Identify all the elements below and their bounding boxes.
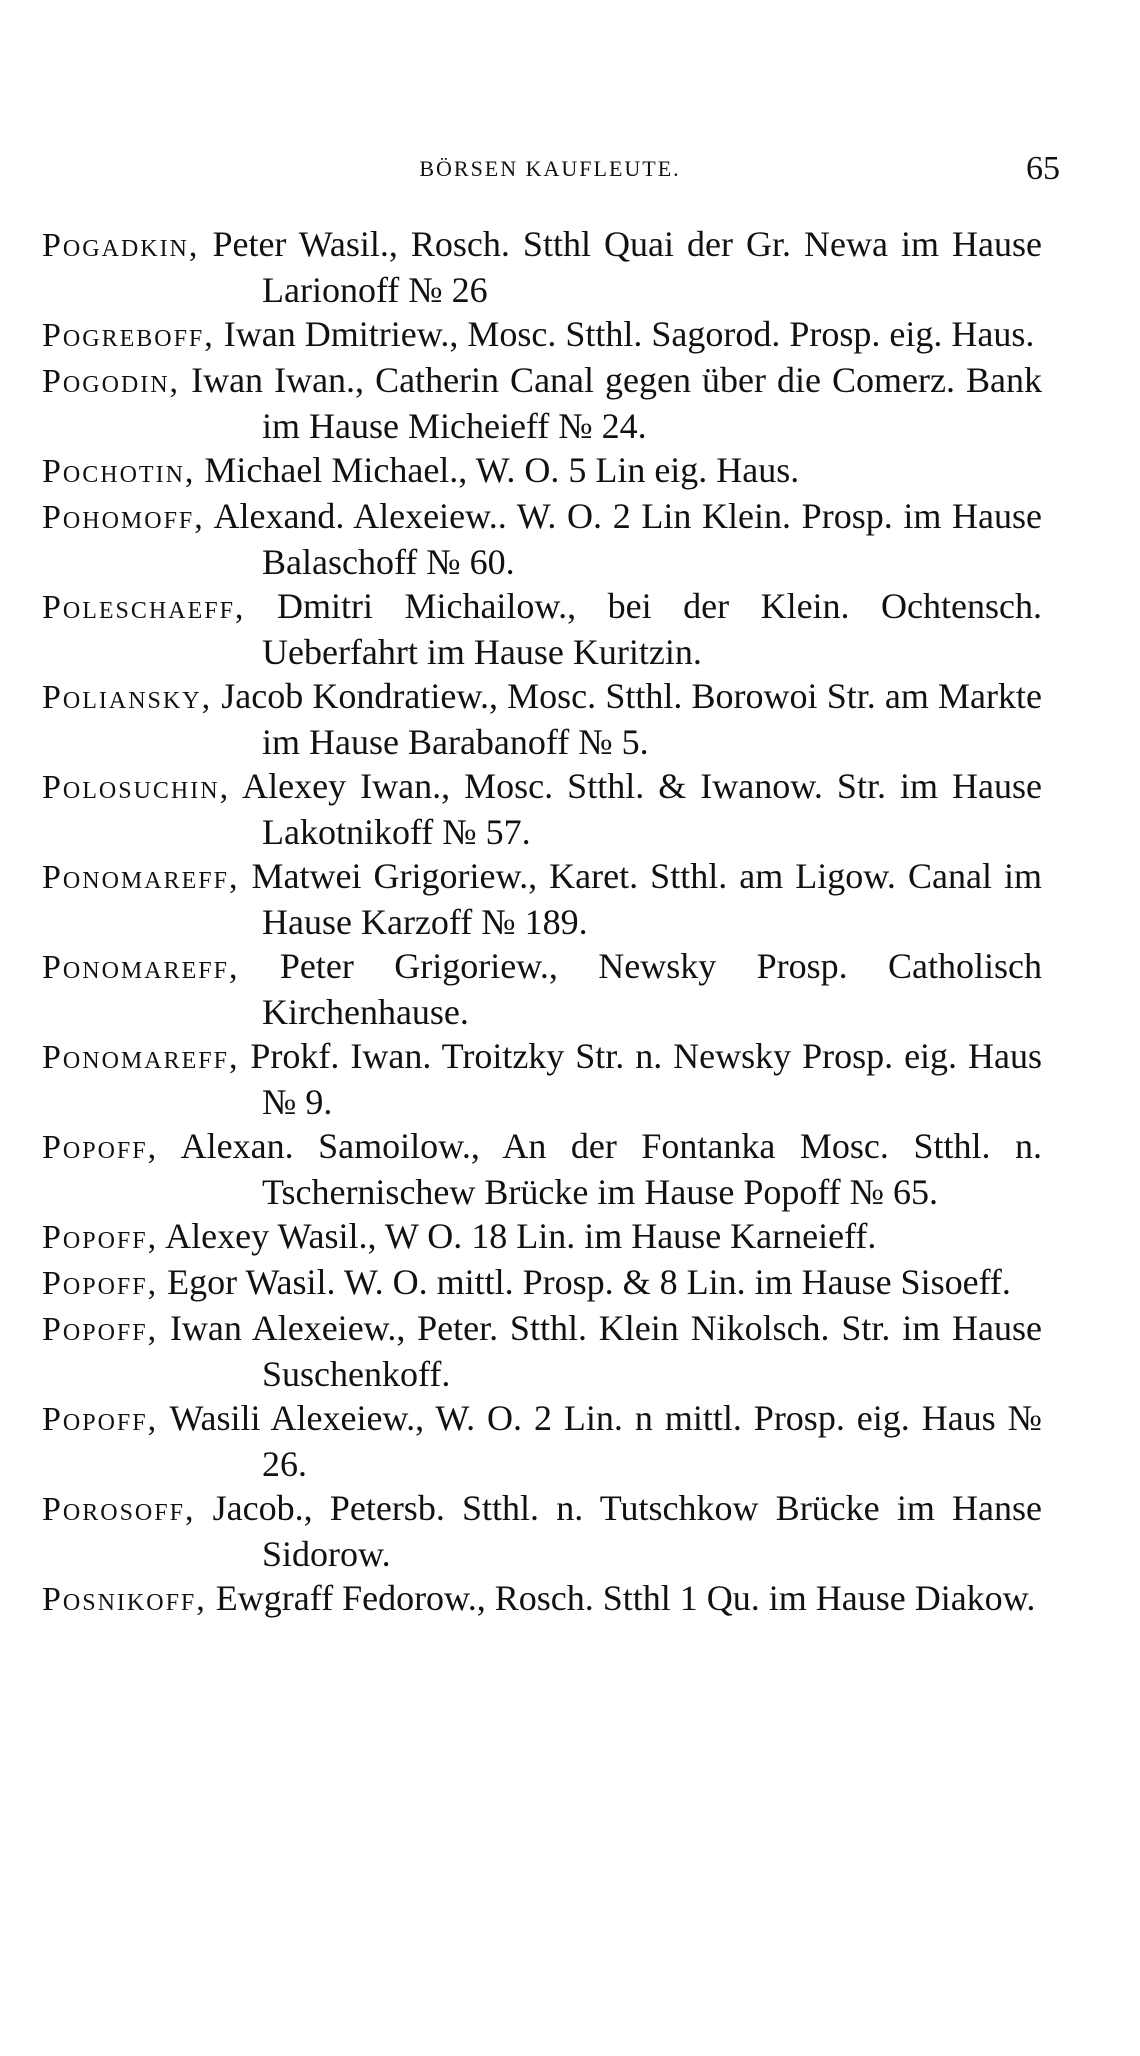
entry-surname: Pogodin, xyxy=(42,363,181,400)
entry-text: Wasili Alexeiew., W. O. 2 Lin. n mittl. Prosp. eig. Haus № 26. xyxy=(169,1398,1042,1484)
entry-text: Prokf. Iwan. Troitzky Str. n. Newsky Prosp. eig. Haus № 9. xyxy=(250,1036,1042,1122)
entry-text: Peter Grigoriew., Newsky Prosp. Catholisch Kirchenhause. xyxy=(262,946,1043,1032)
entry-surname: Pohomoff, xyxy=(42,499,205,536)
running-head: BÖRSEN KAUFLEUTE. xyxy=(419,156,681,181)
entry-surname: Posnikoff, xyxy=(42,1581,207,1618)
directory-entry xyxy=(42,1486,1042,1576)
directory-entry xyxy=(42,1576,1042,1622)
entry-text: Michael Michael., W. O. 5 Lin eig. Haus. xyxy=(204,450,800,490)
entry-surname: Ponomareff, xyxy=(42,949,240,986)
directory-entry xyxy=(42,1124,1042,1214)
directory-entry xyxy=(42,1214,1042,1260)
entry-text: Jacob Kondratiew., Mosc. Stthl. Borowoi Str. am Markte im Hause Barabanoff № 5. xyxy=(221,676,1043,762)
directory-entry xyxy=(42,448,1042,494)
entry-text: Egor Wasil. W. O. mittl. Prosp. & 8 Lin. im Hause Sisoeff. xyxy=(167,1262,1011,1302)
entry-text: Jacob., Petersb. Stthl. n. Tutschkow Brücke im Hanse Sidorow. xyxy=(212,1488,1042,1574)
entry-text: Iwan Iwan., Catherin Canal gegen über die Comerz. Bank im Hause Micheieff № 24. xyxy=(191,360,1043,446)
directory-entry xyxy=(42,1034,1042,1124)
entry-text: Alexey Wasil., W O. 18 Lin. im Hause Karneieff. xyxy=(165,1216,877,1256)
entry-surname: Popoff, xyxy=(42,1219,159,1256)
entry-surname: Ponomareff, xyxy=(42,1039,240,1076)
entry-surname: Popoff, xyxy=(42,1401,159,1438)
directory-entry xyxy=(42,584,1042,674)
page-number: 65 xyxy=(1026,150,1060,187)
entry-text: Peter Wasil., Rosch. Stthl Quai der Gr. Newa im Hause Larionoff № 26 xyxy=(212,224,1042,310)
entry-text: Alexey Iwan., Mosc. Stthl. & Iwanow. Str. im Hause Lakotnikoff № 57. xyxy=(242,766,1043,852)
directory-entry xyxy=(42,674,1042,764)
directory-entry xyxy=(42,494,1042,584)
directory-entry xyxy=(42,312,1042,358)
directory-entry xyxy=(42,358,1042,448)
directory-entries xyxy=(42,222,1042,1622)
entry-surname: Popoff, xyxy=(42,1311,159,1348)
entry-text: Matwei Grigoriew., Karet. Stthl. am Ligow. Canal im Hause Karzoff № 189. xyxy=(251,856,1042,942)
directory-entry xyxy=(42,1260,1042,1306)
entry-text: Alexand. Alexeiew.. W. O. 2 Lin Klein. Prosp. im Hause Balaschoff № 60. xyxy=(213,496,1042,582)
directory-entry xyxy=(42,764,1042,854)
entry-surname: Popoff, xyxy=(42,1265,159,1302)
directory-entry xyxy=(42,944,1042,1034)
directory-entry xyxy=(42,1396,1042,1486)
entry-surname: Poliansky, xyxy=(42,679,213,716)
page-header xyxy=(40,150,1060,190)
directory-entry xyxy=(42,222,1042,312)
directory-entry xyxy=(42,854,1042,944)
entry-text: Iwan Alexeiew., Peter. Stthl. Klein Nikolsch. Str. im Hause Suschenkoff. xyxy=(169,1308,1042,1394)
entry-text: Alexan. Samoilow., An der Fontanka Mosc. Stthl. n. Tschernischew Brücke im Hause Popoff № 65. xyxy=(180,1126,1042,1212)
entry-text: Ewgraff Fedorow., Rosch. Stthl 1 Qu. im Hause Diakow. xyxy=(215,1578,1036,1618)
entry-text: Iwan Dmitriew., Mosc. Stthl. Sagorod. Prosp. eig. Haus. xyxy=(223,314,1035,354)
entry-surname: Pogadkin, xyxy=(42,227,200,264)
directory-entry xyxy=(42,1306,1042,1396)
entry-surname: Ponomareff, xyxy=(42,859,240,896)
entry-surname: Popoff, xyxy=(42,1129,159,1166)
entry-surname: Porosoff, xyxy=(42,1491,196,1528)
entry-surname: Polosuchin, xyxy=(42,769,231,806)
entry-surname: Pogreboff, xyxy=(42,317,215,354)
entry-surname: Pochotin, xyxy=(42,453,196,490)
entry-surname: Poleschaeff, xyxy=(42,589,246,626)
entry-text: Dmitri Michailow., bei der Klein. Ochtensch. Ueberfahrt im Hause Kuritzin. xyxy=(262,586,1043,672)
